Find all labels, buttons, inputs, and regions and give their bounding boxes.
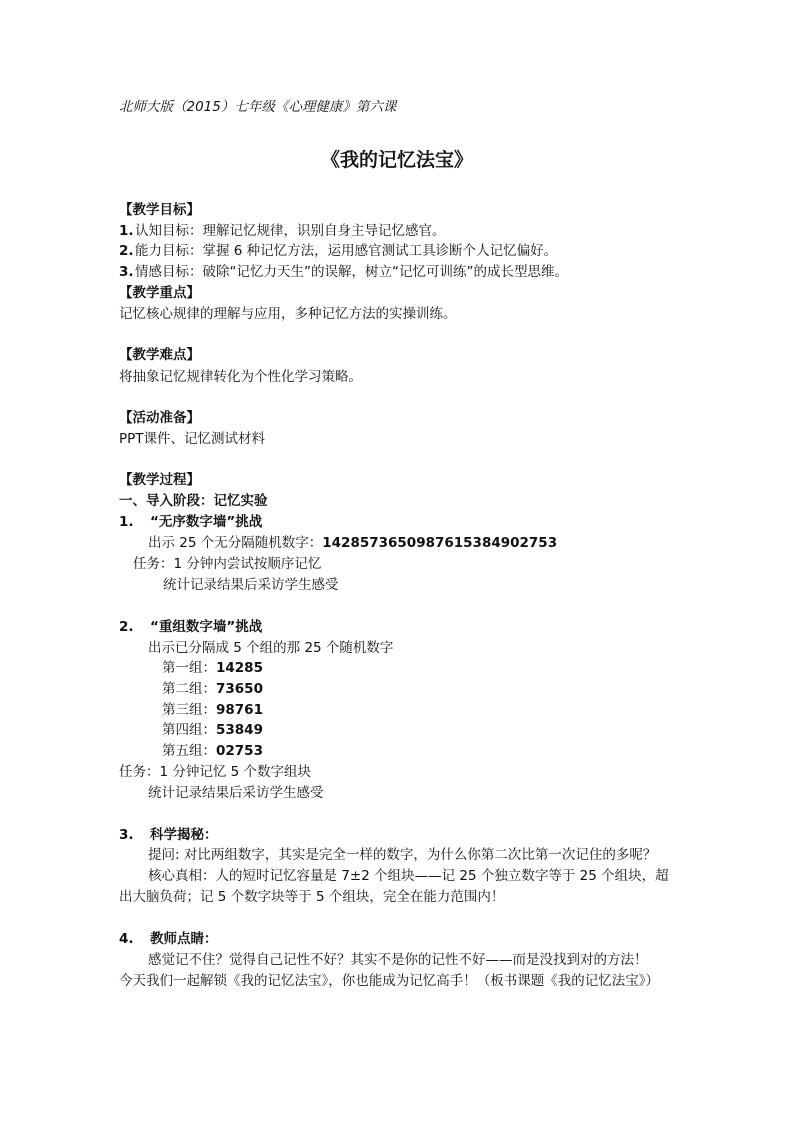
step-title: 科学揭秘： <box>150 827 218 843</box>
objective-text: 能力目标：掌握 6 种记忆方法，运用感官测试工具诊断个人记忆偏好。 <box>135 243 558 259</box>
step-follow-up: 统计记录结果后采访学生感受 <box>148 785 324 801</box>
step-follow-up: 统计记录结果后采访学生感受 <box>163 577 339 593</box>
step-title: 教师点睛： <box>150 931 218 947</box>
step-show-text: 出示已分隔成 5 个组的那 25 个随机数字 <box>148 640 394 656</box>
preparation-heading: 【活动准备】 <box>119 410 200 426</box>
digit-group-label: 第五组： <box>162 743 216 759</box>
difficulties-heading: 【教学难点】 <box>119 347 200 363</box>
key-points-text: 记忆核心规律的理解与应用，多种记忆方法的实操训练。 <box>119 306 457 322</box>
step-show-text: 出示 25 个无分隔随机数字： <box>148 535 323 551</box>
digit-group-label: 第二组： <box>162 681 216 697</box>
difficulties-text: 将抽象记忆规律转化为个性化学习策略。 <box>119 369 362 385</box>
step-truth-line: 核心真相：人的短时记忆容量是 7±2 个组块——记 25 个独立数字等于 25 个组块，超 <box>148 868 669 884</box>
digit-group <box>162 658 263 678</box>
digit-group-value: 02753 <box>216 743 263 759</box>
digit-group-value: 73650 <box>216 681 263 697</box>
step-number: 1. <box>119 514 134 530</box>
digit-group <box>162 679 263 699</box>
process-heading: 【教学过程】 <box>119 472 200 488</box>
digit-group <box>162 720 263 740</box>
step-number: 2. <box>119 619 134 635</box>
digit-group-value: 53849 <box>216 722 263 738</box>
step-number: 3. <box>119 827 134 843</box>
objective-text: 情感目标：破除“记忆力天生”的误解，树立“记忆可训练”的成长型思维。 <box>135 264 568 280</box>
objectives-heading: 【教学目标】 <box>119 202 200 218</box>
digit-group-label: 第四组： <box>162 722 216 738</box>
digit-group-label: 第三组： <box>162 702 216 718</box>
step-paragraph-line: 今天我们一起解锁《我的记忆法宝》，你也能成为记忆高手！（板书课题《我的记忆法宝》） <box>119 973 659 989</box>
step-title: “重组数字墙”挑战 <box>150 619 263 635</box>
step-number: 4. <box>119 931 134 947</box>
preparation-text: PPT课件、记忆测试材料 <box>119 431 266 447</box>
digit-group-value: 98761 <box>216 702 263 718</box>
step-title: “无序数字墙”挑战 <box>150 514 263 530</box>
course-info-line: 北师大版（2015）七年级《心理健康》第六课 <box>119 99 397 115</box>
key-points-heading: 【教学重点】 <box>119 285 200 301</box>
objective-number: 2. <box>119 243 134 259</box>
objective-number: 3. <box>119 264 134 280</box>
step-task: 任务：1 分钟记忆 5 个数字组块 <box>119 764 312 780</box>
step-show-line <box>148 533 557 553</box>
digit-group-value: 14285 <box>216 660 263 676</box>
step-paragraph-line: 感觉记不住？觉得自己记性不好？其实不是你的记性不好——而是没找到对的方法！ <box>148 952 648 968</box>
objective-number: 1. <box>119 223 134 239</box>
digit-group-label: 第一组： <box>162 660 216 676</box>
stage-title: 一、导入阶段：记忆实验 <box>119 493 268 509</box>
objective-text: 认知目标：理解记忆规律，识别自身主导记忆感官。 <box>135 223 446 239</box>
digit-group <box>162 741 263 761</box>
digit-group <box>162 700 263 720</box>
step-task: 任务：1 分钟内尝试按顺序记忆 <box>133 556 322 572</box>
step-question: 提问: 对比两组数字，其实是完全一样的数字，为什么你第二次比第一次记住的多呢？ <box>148 847 657 863</box>
page-title: 《我的记忆法宝》 <box>320 149 473 171</box>
step-truth-line: 出大脑负荷；记 5 个数字块等于 5 个组块，完全在能力范围内！ <box>119 889 505 905</box>
random-digits: 1428573650987615384902753 <box>322 535 558 551</box>
